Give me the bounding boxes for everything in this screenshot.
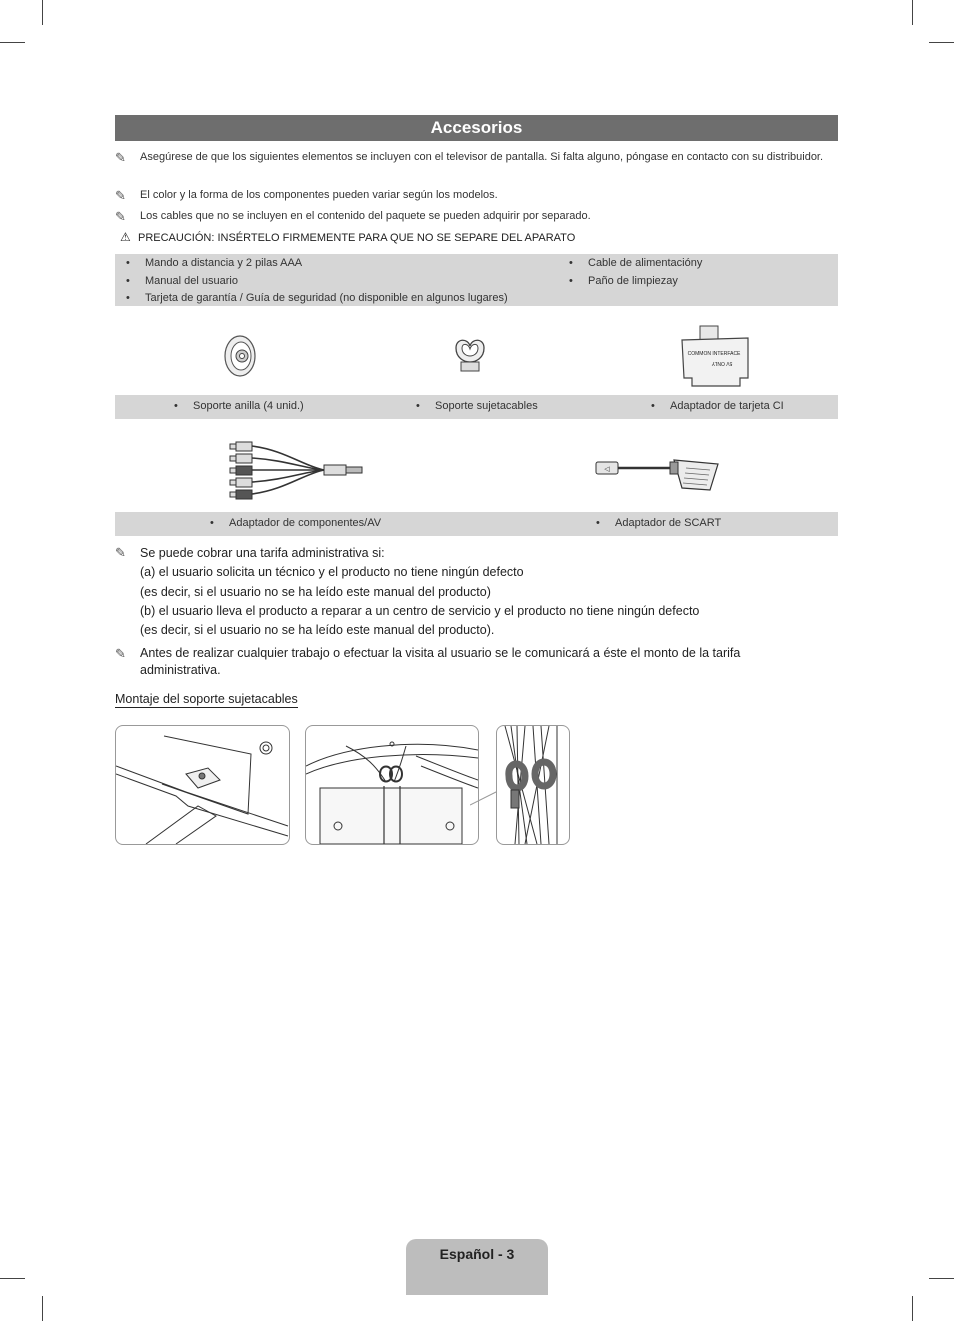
list-item: • Adaptador de tarjeta CI — [670, 399, 784, 413]
caution-line — [120, 230, 575, 244]
svg-text:◁: ◁ — [604, 465, 610, 473]
fee-line: (es decir, si el usuario no se ha leído este manual del producto). — [140, 623, 495, 637]
fee-second: Antes de realizar cualquier trabajo o efectuar la visita al usuario se le comunicará a éste el monto de la tarifa administrativa. — [140, 646, 741, 677]
note-pen-icon: ✎ — [115, 545, 126, 560]
note-1 — [115, 150, 824, 167]
caution-text: PRECAUCIÓN: INSÉRTELO FIRMEMENTE PARA QUE NO SE SEPARE DEL APARATO — [138, 232, 576, 244]
assembly-step-2-figure — [305, 725, 479, 845]
warning-triangle-icon: ⚠ — [120, 230, 131, 244]
ring-holder-figure — [220, 333, 260, 379]
scart-adapter-figure — [592, 452, 724, 496]
note-3 — [115, 209, 591, 226]
fee-line: (b) el usuario lleva el producto a reparar a un centro de servicio y el producto no tiene ningún defecto — [140, 604, 700, 618]
note-text: El color y la forma de los componentes pueden variar según los modelos. — [140, 189, 498, 201]
crop-mark — [0, 1278, 25, 1279]
assembly-step-1-figure — [115, 725, 290, 845]
section-title: Accesorios — [115, 115, 838, 141]
list-item: • Paño de limpiezay — [588, 274, 678, 288]
list-item: • Soporte anilla (4 unid.) — [193, 399, 304, 413]
crop-mark — [929, 1278, 954, 1279]
list-item: • Tarjeta de garantía / Guía de seguridad (no disponible en algunos lugares) — [145, 291, 508, 305]
page-footer: Español - 3 — [406, 1239, 548, 1295]
cable-holder-figure — [448, 334, 492, 374]
component-av-adapter-figure — [224, 438, 368, 504]
fee-line: (es decir, si el usuario no se ha leído este manual del producto) — [140, 585, 491, 599]
list-item: • Adaptador de SCART — [615, 516, 721, 530]
list-item: • Cable de alimentacióny — [588, 256, 702, 270]
list-item: • Mando a distancia y 2 pilas AAA — [145, 256, 302, 270]
fee-pen-1 — [115, 545, 135, 560]
subheading: Montaje del soporte sujetacables — [115, 692, 298, 706]
note-text: Los cables que no se incluyen en el contenido del paquete se pueden adquirir por separado. — [140, 210, 591, 222]
assembly-step-3-figure — [496, 725, 570, 845]
crop-mark — [42, 0, 43, 25]
ci-card-adapter-figure — [678, 324, 754, 390]
note-pen-icon: ✎ — [115, 646, 126, 661]
ci-card-label: COMMON INTERFACE — [687, 351, 741, 357]
list-item: • Manual del usuario — [145, 274, 238, 288]
fee-intro: Se puede cobrar una tarifa administrativa si: — [140, 546, 385, 560]
crop-mark — [912, 0, 913, 25]
note-pen-icon: ✎ — [115, 209, 126, 224]
note-pen-icon: ✎ — [115, 188, 126, 203]
ci-card-label: 5V ONLY — [711, 360, 733, 366]
fee-line: (a) el usuario solicita un técnico y el producto no tiene ningún defecto — [140, 565, 524, 579]
crop-mark — [929, 42, 954, 43]
row2-caption-band — [115, 512, 838, 536]
note-text: Asegúrese de que los siguientes elementos se incluyen con el televisor de pantalla. Si falta alguno, póngase en contacto con su distribuidor. — [140, 151, 824, 163]
note-pen-icon: ✎ — [115, 150, 126, 165]
crop-mark — [912, 1296, 913, 1321]
fee-pen-2 — [115, 646, 135, 661]
crop-mark — [0, 42, 25, 43]
list-item: • Adaptador de componentes/AV — [229, 516, 381, 530]
list-item: • Soporte sujetacables — [435, 399, 538, 413]
note-2 — [115, 188, 498, 205]
crop-mark — [42, 1296, 43, 1321]
